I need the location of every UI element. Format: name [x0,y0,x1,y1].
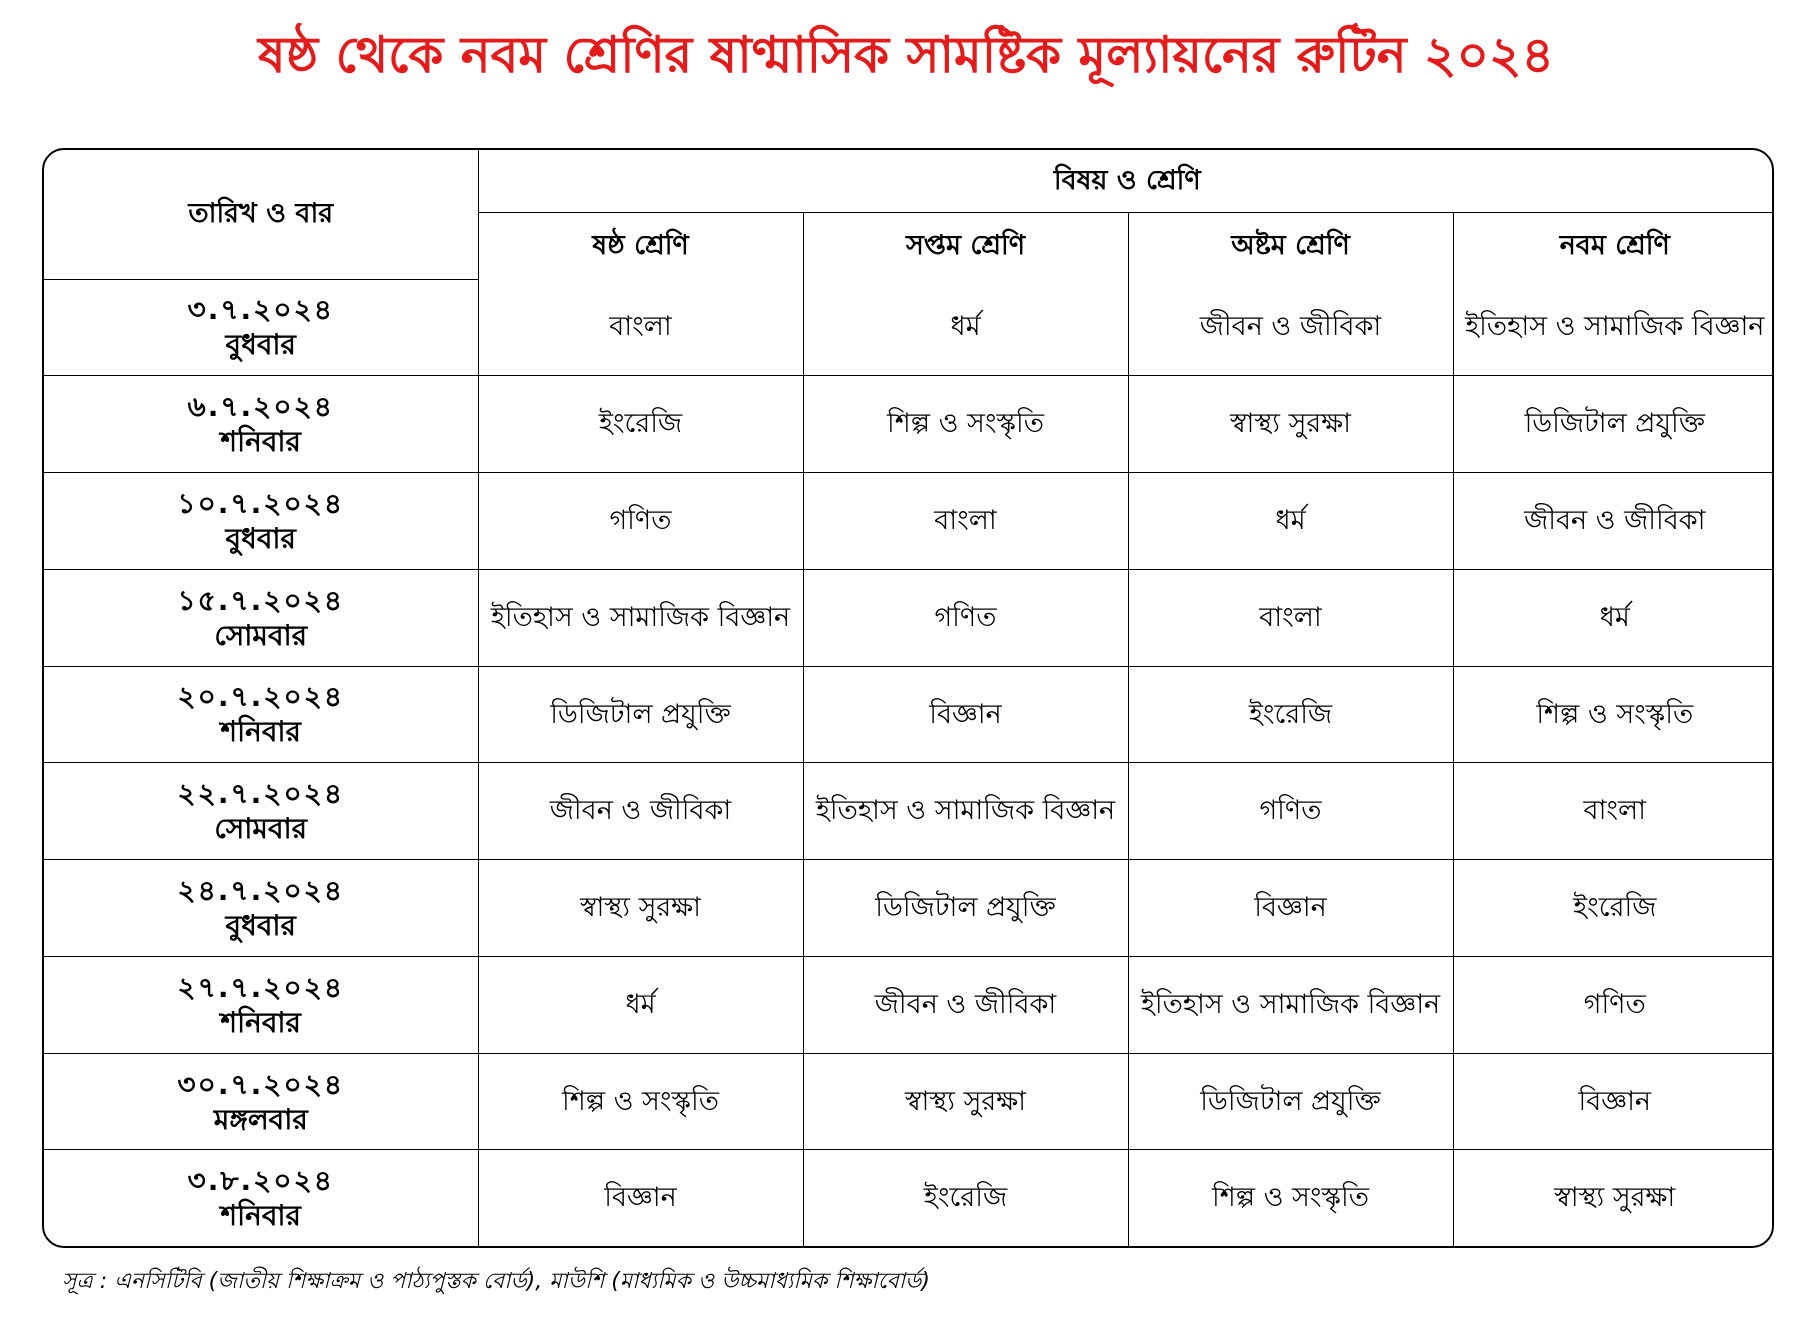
subject-cell: জীবন ও জীবিকা [1453,473,1774,570]
date-cell [44,1150,478,1246]
subject-cell: ইংরেজি [1128,666,1453,763]
subject-cell: গণিত [803,569,1128,666]
exam-day: বুধবার [225,328,296,362]
subject-cell: শিল্প ও সংস্কৃতি [478,1053,803,1150]
subject-cell: গণিত [1128,763,1453,860]
exam-day: সোমবার [214,618,308,652]
subject-cell: ধর্ম [1128,473,1453,570]
subject-cell: বিজ্ঞান [803,666,1128,763]
table-row [44,569,1774,666]
subject-cell: শিল্প ও সংস্কৃতি [1128,1150,1453,1246]
exam-date: ১৫.৭.২০২৪ [177,583,345,617]
exam-date: ১০.৭.২০২৪ [177,486,345,520]
table-row [44,956,1774,1053]
subject-cell: শিল্প ও সংস্কৃতি [803,376,1128,473]
subject-cell: ইতিহাস ও সামাজিক বিজ্ঞান [1128,956,1453,1053]
subject-cell: ডিজিটাল প্রযুক্তি [478,666,803,763]
class-header-eight: অষ্টম শ্রেণি [1128,213,1453,280]
date-cell [44,569,478,666]
date-cell [44,666,478,763]
table-row [44,376,1774,473]
date-cell [44,376,478,473]
subject-cell: বাংলা [1128,569,1453,666]
subject-cell: বাংলা [1453,763,1774,860]
subject-cell: স্বাস্থ্য সুরক্ষা [478,860,803,957]
page-title: ষষ্ঠ থেকে নবম শ্রেণির ষাণ্মাসিক সামষ্টিক মূল্যায়নের রুটিন ২০২৪ [258,26,1554,84]
subject-cell: ইংরেজি [1453,860,1774,957]
class-header-six: ষষ্ঠ শ্রেণি [478,213,803,280]
subject-cell: ডিজিটাল প্রযুক্তি [803,860,1128,957]
subject-cell: গণিত [1453,956,1774,1053]
subject-cell: স্বাস্থ্য সুরক্ষা [1453,1150,1774,1246]
exam-day: শনিবার [220,425,301,459]
table-row [44,279,1774,376]
exam-day: শনিবার [220,1005,301,1039]
date-cell [44,279,478,376]
date-cell [44,473,478,570]
exam-date: ৬.৭.২০২৪ [187,390,334,424]
exam-date: ২৭.৭.২০২৪ [177,970,345,1004]
table-row [44,1150,1774,1246]
table-row [44,1053,1774,1150]
subject-cell: বিজ্ঞান [1128,860,1453,957]
subject-cell: ডিজিটাল প্রযুক্তি [1453,376,1774,473]
subject-cell: বিজ্ঞান [478,1150,803,1246]
table-row [44,473,1774,570]
subject-cell: জীবন ও জীবিকা [478,763,803,860]
exam-day: শনিবার [220,715,301,749]
exam-date: ২০.৭.২০২৪ [177,680,345,714]
exam-date: ৩০.৭.২০২৪ [177,1067,345,1101]
subject-class-group-header: বিষয় ও শ্রেণি [478,150,1774,213]
exam-day: বুধবার [225,521,296,555]
exam-day: শনিবার [220,1199,301,1233]
exam-date: ২২.৭.২০২৪ [177,777,345,811]
date-cell [44,956,478,1053]
subject-cell: জীবন ও জীবিকা [803,956,1128,1053]
subject-cell: বিজ্ঞান [1453,1053,1774,1150]
table-row [44,763,1774,860]
subject-cell: ধর্ম [803,279,1128,376]
subject-cell: শিল্প ও সংস্কৃতি [1453,666,1774,763]
subject-cell: ইতিহাস ও সামাজিক বিজ্ঞান [478,569,803,666]
subject-cell: ইতিহাস ও সামাজিক বিজ্ঞান [1453,279,1774,376]
routine-table-frame [42,148,1774,1248]
subject-cell: ইতিহাস ও সামাজিক বিজ্ঞান [803,763,1128,860]
date-cell [44,1053,478,1150]
subject-cell: বাংলা [803,473,1128,570]
date-column-header: তারিখ ও বার [44,150,478,279]
subject-cell: জীবন ও জীবিকা [1128,279,1453,376]
exam-date: ৩.৭.২০২৪ [187,293,334,327]
routine-table [44,150,1774,1246]
subject-cell: গণিত [478,473,803,570]
subject-cell: ধর্ম [478,956,803,1053]
subject-cell: স্বাস্থ্য সুরক্ষা [1128,376,1453,473]
exam-date: ২৪.৭.২০২৪ [177,873,345,907]
subject-cell: ধর্ম [1453,569,1774,666]
exam-day: সোমবার [214,812,308,846]
class-header-nine: নবম শ্রেণি [1453,213,1774,280]
date-cell [44,860,478,957]
exam-day: মঙ্গলবার [213,1102,308,1136]
subject-cell: স্বাস্থ্য সুরক্ষা [803,1053,1128,1150]
subject-cell: ইংরেজি [478,376,803,473]
table-row [44,666,1774,763]
table-row [44,860,1774,957]
class-header-seven: সপ্তম শ্রেণি [803,213,1128,280]
source-note: সূত্র : এনসিটিবি (জাতীয় শিক্ষাক্রম ও পাঠ্যপুস্তক বোর্ড), মাউশি (মাধ্যমিক ও উচ্চমাধ্যমিক শিক্ষাবোর্ড) [62,1269,930,1294]
subject-cell: ইংরেজি [803,1150,1128,1246]
subject-cell: বাংলা [478,279,803,376]
subject-cell: ডিজিটাল প্রযুক্তি [1128,1053,1453,1150]
exam-date: ৩.৮.২০২৪ [187,1164,334,1198]
exam-day: বুধবার [225,908,296,942]
date-cell [44,763,478,860]
